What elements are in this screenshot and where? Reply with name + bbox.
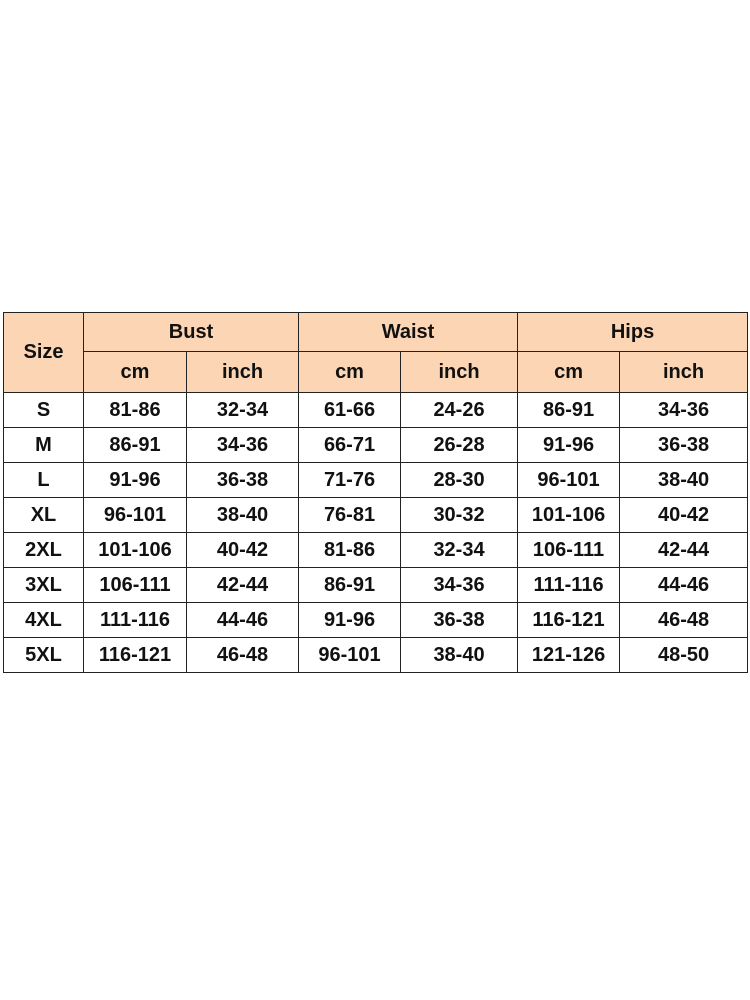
waist-cm-cell: 81-86 [299, 533, 401, 568]
unit-header-bust-cm: cm [84, 352, 187, 393]
bust-cm-cell: 81-86 [84, 393, 187, 428]
bust-cm-cell: 96-101 [84, 498, 187, 533]
bust-cm-cell: 106-111 [84, 568, 187, 603]
waist-inch-cell: 36-38 [401, 603, 518, 638]
bust-cm-cell: 111-116 [84, 603, 187, 638]
bust-inch-cell: 32-34 [187, 393, 299, 428]
size-cell: L [4, 463, 84, 498]
waist-cm-cell: 71-76 [299, 463, 401, 498]
waist-inch-cell: 24-26 [401, 393, 518, 428]
bust-cm-cell: 101-106 [84, 533, 187, 568]
waist-cm-cell: 66-71 [299, 428, 401, 463]
hips-cm-cell: 96-101 [518, 463, 620, 498]
waist-inch-cell: 26-28 [401, 428, 518, 463]
waist-cm-cell: 91-96 [299, 603, 401, 638]
bust-inch-cell: 44-46 [187, 603, 299, 638]
group-header-hips: Hips [518, 313, 748, 352]
hips-inch-cell: 40-42 [620, 498, 748, 533]
table-row [4, 568, 748, 603]
bust-cm-cell: 86-91 [84, 428, 187, 463]
group-header-bust: Bust [84, 313, 299, 352]
table-row [4, 428, 748, 463]
hips-inch-cell: 36-38 [620, 428, 748, 463]
waist-inch-cell: 30-32 [401, 498, 518, 533]
unit-header-hips-cm: cm [518, 352, 620, 393]
bust-inch-cell: 36-38 [187, 463, 299, 498]
table-row [4, 393, 748, 428]
hips-inch-cell: 42-44 [620, 533, 748, 568]
hips-cm-cell: 116-121 [518, 603, 620, 638]
bust-cm-cell: 91-96 [84, 463, 187, 498]
hips-cm-cell: 91-96 [518, 428, 620, 463]
group-header-waist: Waist [299, 313, 518, 352]
unit-header-waist-inch: inch [401, 352, 518, 393]
hips-inch-cell: 34-36 [620, 393, 748, 428]
hips-cm-cell: 101-106 [518, 498, 620, 533]
table-row [4, 463, 748, 498]
waist-inch-cell: 38-40 [401, 638, 518, 673]
hips-inch-cell: 44-46 [620, 568, 748, 603]
hips-cm-cell: 121-126 [518, 638, 620, 673]
waist-inch-cell: 32-34 [401, 533, 518, 568]
hips-cm-cell: 106-111 [518, 533, 620, 568]
bust-inch-cell: 42-44 [187, 568, 299, 603]
size-cell: S [4, 393, 84, 428]
hips-inch-cell: 46-48 [620, 603, 748, 638]
bust-inch-cell: 34-36 [187, 428, 299, 463]
waist-cm-cell: 76-81 [299, 498, 401, 533]
group-header-row [4, 313, 748, 352]
bust-inch-cell: 40-42 [187, 533, 299, 568]
size-cell: 3XL [4, 568, 84, 603]
hips-inch-cell: 38-40 [620, 463, 748, 498]
size-column-header: Size [4, 313, 84, 393]
size-cell: XL [4, 498, 84, 533]
table-row [4, 533, 748, 568]
size-rows-body [4, 393, 748, 673]
unit-header-waist-cm: cm [299, 352, 401, 393]
waist-inch-cell: 28-30 [401, 463, 518, 498]
size-chart-table [3, 312, 748, 673]
bust-cm-cell: 116-121 [84, 638, 187, 673]
hips-inch-cell: 48-50 [620, 638, 748, 673]
waist-cm-cell: 61-66 [299, 393, 401, 428]
hips-cm-cell: 86-91 [518, 393, 620, 428]
size-cell: 2XL [4, 533, 84, 568]
size-cell: 4XL [4, 603, 84, 638]
waist-cm-cell: 86-91 [299, 568, 401, 603]
table-row [4, 603, 748, 638]
bust-inch-cell: 46-48 [187, 638, 299, 673]
bust-inch-cell: 38-40 [187, 498, 299, 533]
hips-cm-cell: 111-116 [518, 568, 620, 603]
size-cell: M [4, 428, 84, 463]
unit-header-hips-inch: inch [620, 352, 748, 393]
size-cell: 5XL [4, 638, 84, 673]
unit-header-row [4, 352, 748, 393]
table-row [4, 638, 748, 673]
table-row [4, 498, 748, 533]
waist-inch-cell: 34-36 [401, 568, 518, 603]
waist-cm-cell: 96-101 [299, 638, 401, 673]
unit-header-bust-inch: inch [187, 352, 299, 393]
